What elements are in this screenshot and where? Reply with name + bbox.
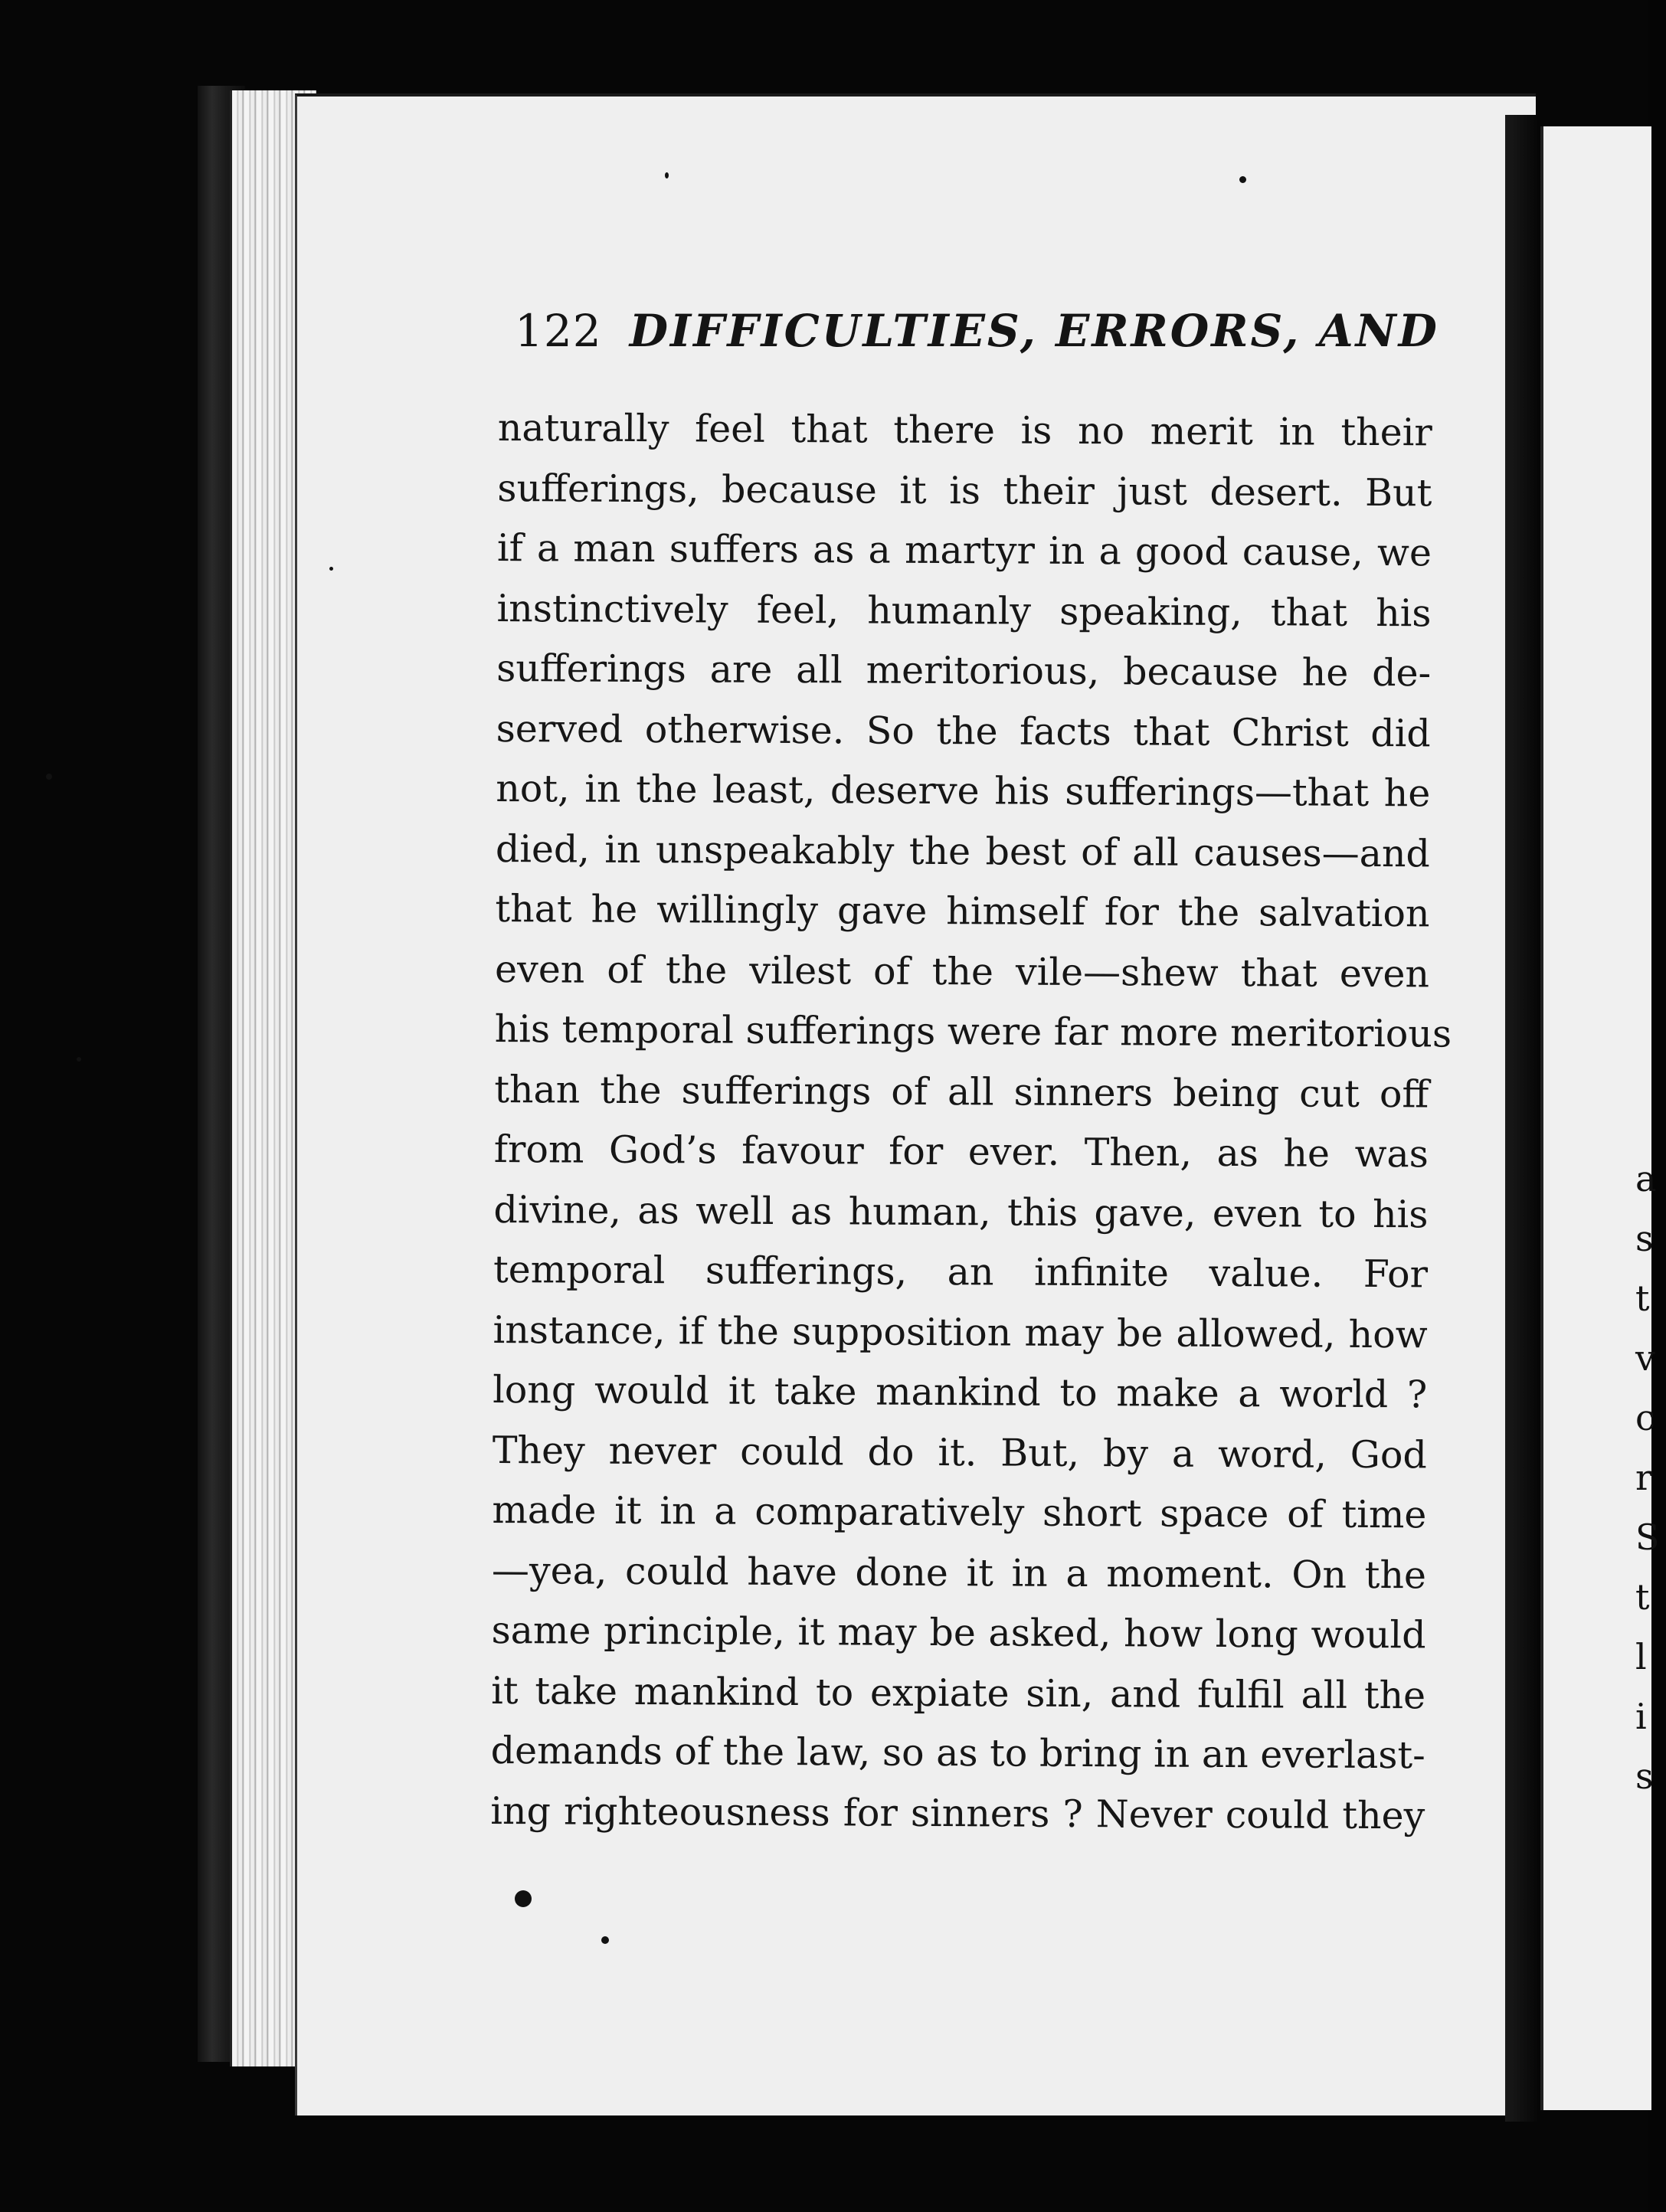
ink-speck [601,1936,609,1944]
text-line: that he willingly gave himself for the salvation [495,886,1430,936]
ink-speck [329,567,333,571]
running-head-title: DIFFICULTIES, ERRORS, AND [629,305,1439,357]
text-line: instance, if the supposition may be allowed, how [493,1307,1428,1356]
edge-letter: s [1635,1218,1654,1259]
page-number: 122 [515,305,602,357]
text-line: sufferings are all meritorious, because he de- [496,646,1432,695]
edge-letter: S [1635,1517,1660,1558]
facing-page [1540,126,1651,2110]
edge-letter: a [1635,1158,1657,1199]
edge-letter: s [1635,1756,1654,1797]
edge-letter: v [1635,1337,1655,1379]
gutter-shadow [1505,115,1540,2122]
ink-speck [77,1057,81,1062]
text-line: than the sufferings of all sinners being cut off [494,1067,1429,1116]
text-line: —yea, could have done it in a moment. On the [491,1548,1427,1597]
running-header [515,305,1439,357]
text-line: same principle, it may be asked, how long would [491,1608,1426,1657]
text-line: served otherwise. So the facts that Christ did [496,706,1431,755]
text-line: instinctively feel, humanly speaking, that his [496,586,1432,635]
edge-letter: t [1635,1278,1650,1319]
text-line: died, in unspeakably the best of all causes—and [495,826,1431,875]
text-line: naturally feel that there is no merit in their [497,405,1432,455]
ink-speck [665,172,669,178]
text-line: ing righteousness for sinners ? Never could they [490,1788,1425,1837]
text-line: sufferings, because it is their just desert. But [497,466,1432,515]
edge-letter: c [1635,1397,1655,1438]
text-line: not, in the least, deserve his sufferings—that he [496,766,1431,816]
text-line: temporal sufferings, an infinite value. For [493,1247,1429,1297]
text-line: even of the vilest of the vile—shew that even [494,947,1430,996]
text-line: They never could do it. But, by a word, God [492,1428,1427,1477]
ink-speck [46,774,52,780]
text-line: made it in a comparatively short space of time [492,1487,1427,1537]
edge-letter: l [1635,1636,1647,1677]
ink-speck [515,1890,532,1907]
text-line: demands of the law, so as to bring in an everlast- [490,1728,1425,1778]
edge-letter: i [1635,1696,1647,1737]
text-line: if a man suffers as a martyr in a good cause, we [496,525,1432,575]
edge-letter: r [1635,1457,1652,1498]
edge-letter: t [1635,1576,1650,1618]
text-line: divine, as well as human, this gave, even to his [493,1187,1429,1236]
ink-speck [1239,176,1246,183]
body-text [490,398,1452,1846]
text-line: his temporal sufferings were far more meritorious [494,1006,1452,1056]
text-line: from God’s favour for ever. Then, as he was [493,1127,1429,1176]
facing-page-edge-letters [1635,1149,1666,1806]
text-line: long would it take mankind to make a world ? [493,1367,1428,1417]
text-line: it take mankind to expiate sin, and fulfil all the [491,1668,1426,1717]
